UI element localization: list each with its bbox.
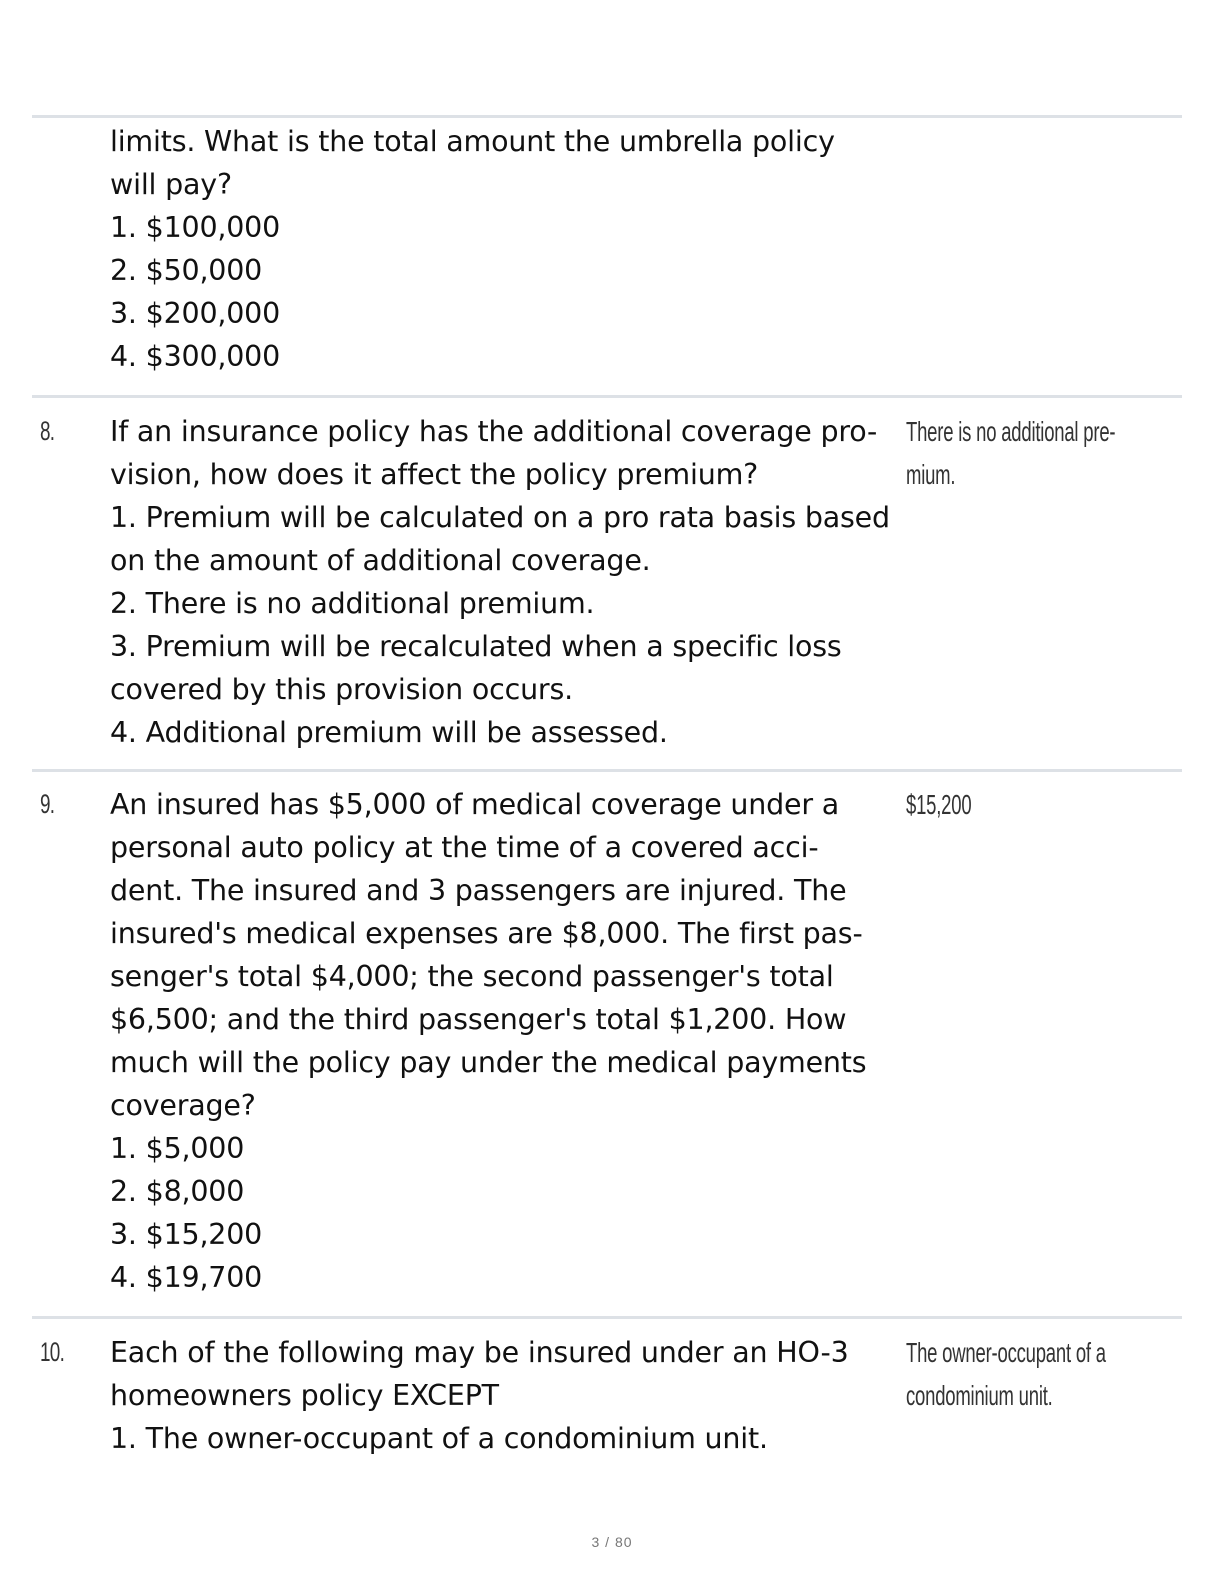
question-number: 10. (40, 1337, 65, 1367)
question-line: An insured has $5,000 of medical coverage under a (110, 788, 840, 821)
question-text (110, 1331, 900, 1460)
question-line: senger's total $4,000; the second passenger's total (110, 960, 834, 993)
answer-text (906, 783, 1157, 826)
option-4: 4. $300,000 (110, 340, 281, 373)
question-line: insured's medical expenses are $8,000. The first pas- (110, 917, 863, 950)
option-1: 1. The owner-occupant of a condominium unit. (110, 1422, 768, 1455)
question-line: homeowners policy EXCEPT (110, 1379, 499, 1412)
option-3: 3. Premium will be recalculated when a specific loss (110, 630, 842, 663)
answer-line: The owner-occupant of a (906, 1337, 1106, 1368)
option-1: 1. $5,000 (110, 1132, 245, 1165)
question-line: will pay? (110, 168, 232, 201)
question-line: much will the policy pay under the medical payments (110, 1046, 867, 1079)
row-divider (32, 1316, 1182, 1319)
answer-line: $15,200 (906, 789, 972, 820)
question-number: 9. (40, 789, 55, 819)
answer-text (906, 410, 1157, 496)
answer-line: mium. (906, 459, 956, 490)
option-3: 3. $15,200 (110, 1218, 263, 1251)
question-line: dent. The insured and 3 passengers are injured. The (110, 874, 847, 907)
option-2: 2. $8,000 (110, 1175, 245, 1208)
question-line: Each of the following may be insured under an HO-3 (110, 1336, 849, 1369)
row-divider (32, 395, 1182, 398)
question-text (110, 783, 900, 1299)
question-line: coverage? (110, 1089, 256, 1122)
question-number: 8. (40, 416, 55, 446)
answer-line: condominium unit. (906, 1380, 1053, 1411)
option-1: 1. $100,000 (110, 211, 281, 244)
option-4: 4. Additional premium will be assessed. (110, 716, 668, 749)
question-line: vision, how does it affect the policy premium? (110, 458, 759, 491)
answer-line: There is no additional pre- (906, 416, 1116, 447)
option-4: 4. $19,700 (110, 1261, 263, 1294)
question-line: If an insurance policy has the additional coverage pro- (110, 415, 878, 448)
question-line: personal auto policy at the time of a covered acci- (110, 831, 819, 864)
question-text (110, 410, 900, 754)
question-line: limits. What is the total amount the umbrella policy (110, 125, 835, 158)
row-divider (32, 115, 1182, 118)
option-2: 2. There is no additional premium. (110, 587, 595, 620)
option-3: 3. $200,000 (110, 297, 281, 330)
option-1-cont: on the amount of additional coverage. (110, 544, 651, 577)
option-1: 1. Premium will be calculated on a pro rata basis based (110, 501, 890, 534)
answer-text (906, 1331, 1157, 1417)
question-text (110, 120, 900, 378)
option-2: 2. $50,000 (110, 254, 263, 287)
option-3-cont: covered by this provision occurs. (110, 673, 573, 706)
page-indicator: 3 / 80 (591, 1534, 633, 1550)
row-divider (32, 769, 1182, 772)
question-line: $6,500; and the third passenger's total $1,200. How (110, 1003, 847, 1036)
